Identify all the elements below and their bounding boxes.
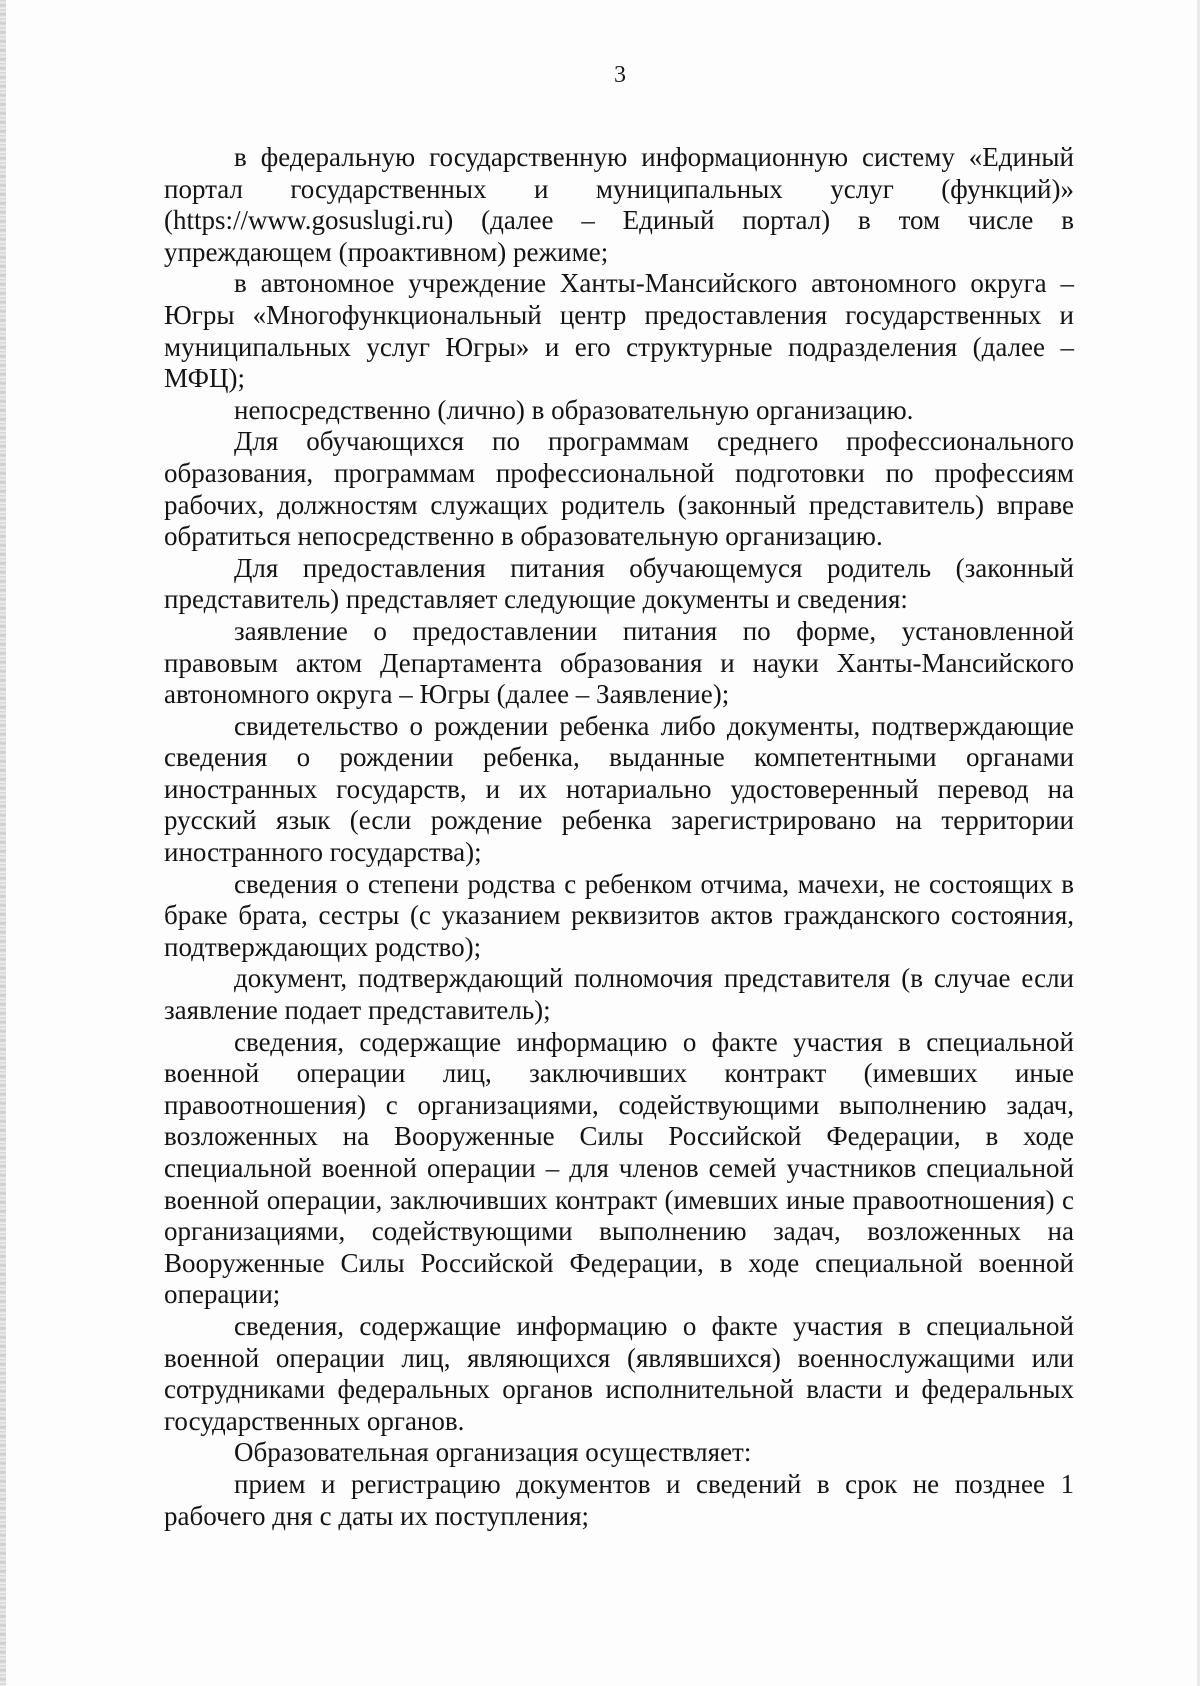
paragraph: сведения о степени родства с ребенком отчима, мачехи, не состоящих в браке брата, сестры (с указанием реквизитов актов гражданского состояния, подтверждающих родство); <box>164 868 1074 962</box>
paragraph: в автономное учреждение Ханты-Мансийского автономного округа – Югры «Многофункциональный центр предоставления государственных и муниципальных услуг Югры» и его структурные подразделения (далее – МФЦ); <box>164 268 1074 394</box>
paragraph: заявление о предоставлении питания по форме, установленной правовым актом Департамента образования и науки Ханты-Мансийского автономного округа – Югры (далее – Заявление); <box>164 615 1074 710</box>
page-number: 3 <box>614 62 626 88</box>
paragraph: Образовательная организация осуществляет: <box>234 1437 752 1468</box>
paragraph: свидетельство о рождении ребенка либо документы, подтверждающие сведения о рождении ребенка, выданные компетентными органами иностранных государств, и их нотариально удостоверенный перевод на русский язык (если рождение ребенка зарегистрировано на территории иностранного государства); <box>164 710 1074 868</box>
paragraph: документ, подтверждающий полномочия представителя (в случае если заявление подает представитель); <box>164 963 1074 1026</box>
paragraph: сведения, содержащие информацию о факте участия в специальной военной операции лиц, заключивших контракт (имевших иные правоотношения) с организациями, содействующими выполнению задач, возложенных на Вооруженные Силы Российской Федерации, в ходе специальной военной операции – для членов семей участников специальной военной операции, заключивших контракт (имевших иные правоотношения) с организациями, содействующими выполнению задач, возложенных на Вооруженные Силы Российской Федерации, в ходе специальной военной операции; <box>164 1026 1074 1310</box>
paragraph: в федеральную государственную информационную систему «Единый портал государственных и муниципальных услуг (функций)» (https://www.gosuslugi.ru) (далее – Единый портал) в том числе в упреждающем (проактивном) режиме; <box>164 142 1074 267</box>
scan-edge-left <box>0 0 6 1686</box>
document-body <box>164 142 1074 1532</box>
paragraph: прием и регистрацию документов и сведений в срок не позднее 1 рабочего дня с даты их поступления; <box>164 1468 1074 1531</box>
paragraph: непосредственно (лично) в образовательную организацию. <box>234 394 914 425</box>
paragraph: сведения, содержащие информацию о факте участия в специальной военной операции лиц, являющихся (являвшихся) военнослужащими или сотрудниками федеральных органов исполнительной власти и федеральных государственных органов. <box>164 1310 1074 1436</box>
paragraph: Для предоставления питания обучающемуся родитель (законный представитель) представляет следующие документы и сведения: <box>164 552 1074 615</box>
paragraph: Для обучающихся по программам среднего профессионального образования, программам профессиональной подготовки по профессиям рабочих, должностям служащих родитель (законный представитель) вправе обратиться непосредственно в образовательную организацию. <box>164 426 1074 552</box>
